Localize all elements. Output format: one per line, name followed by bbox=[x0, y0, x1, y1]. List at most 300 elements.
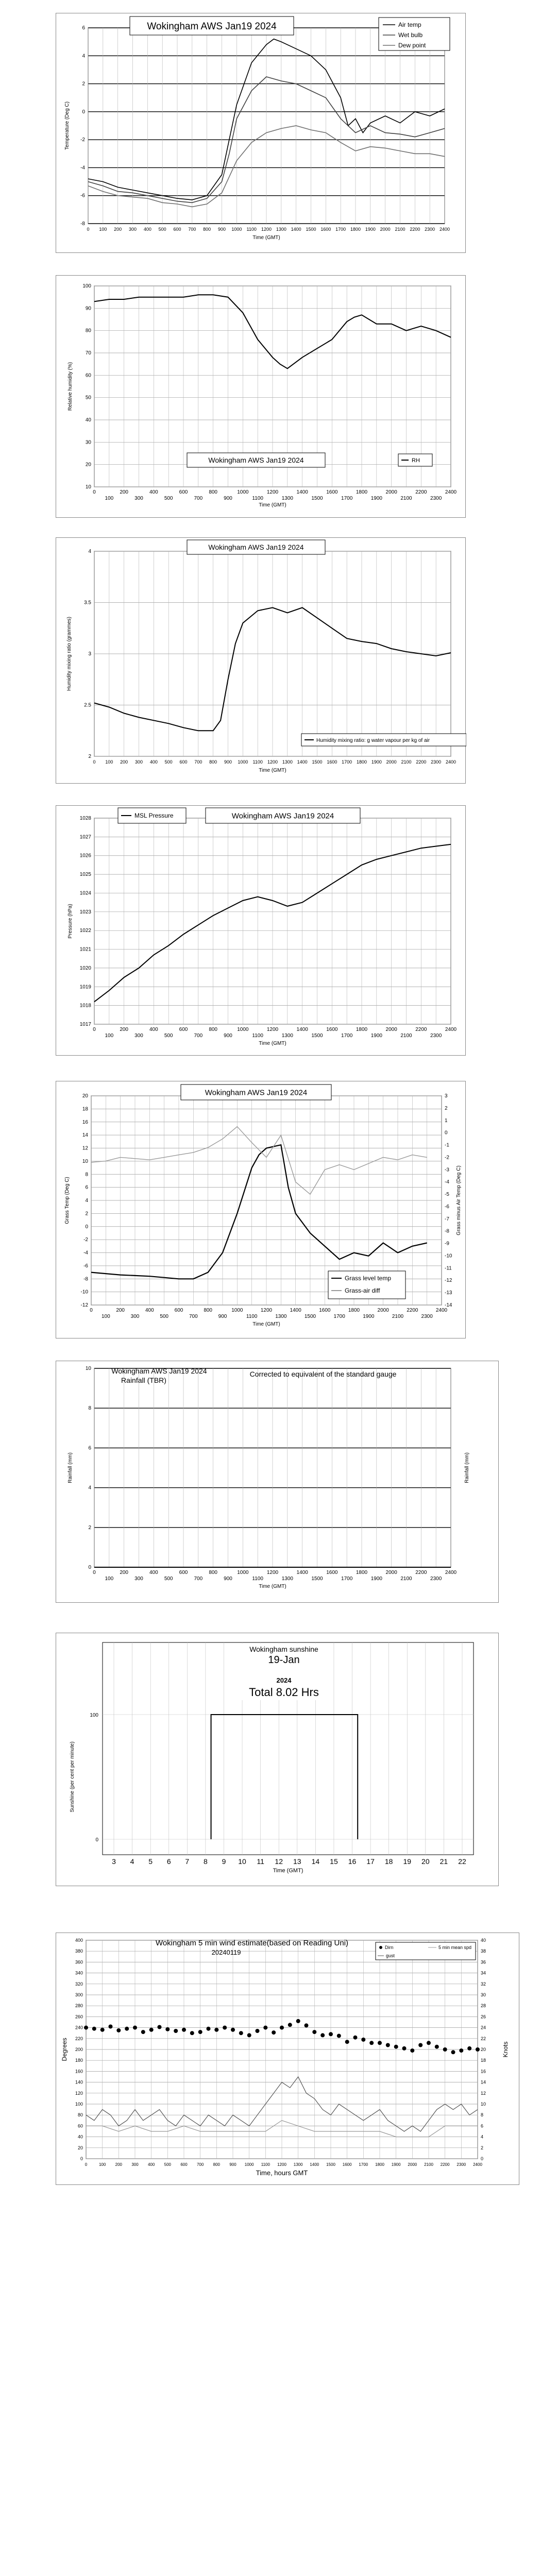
y2-tick-label: -9 bbox=[445, 1241, 449, 1247]
chart-panel-pressure bbox=[56, 805, 466, 1056]
wind-direction-point bbox=[165, 2027, 170, 2031]
x-tick-label: 2200 bbox=[410, 227, 420, 232]
chart-panel-sunshine bbox=[56, 1633, 499, 1886]
y2-tick-label: -12 bbox=[445, 1278, 452, 1284]
x-tick-label: 600 bbox=[179, 759, 188, 765]
x-tick-label: 12 bbox=[275, 1857, 283, 1866]
y2-axis-title: Rainfall (mm) bbox=[464, 1452, 470, 1483]
y2-tick-label: -7 bbox=[445, 1216, 449, 1222]
y2-tick-label: -2 bbox=[445, 1155, 449, 1161]
x-tick-label: 800 bbox=[209, 759, 217, 765]
wind-direction-point bbox=[116, 2028, 121, 2032]
x-tick-label: 15 bbox=[330, 1857, 338, 1866]
y-tick-label: 8 bbox=[85, 1172, 88, 1178]
wind-direction-point bbox=[353, 2036, 358, 2040]
legend-label: 5 min mean spd bbox=[438, 1945, 472, 1950]
wind-direction-point bbox=[394, 2045, 398, 2049]
x-tick-label: 800 bbox=[213, 2162, 221, 2167]
x-tick-label: 700 bbox=[194, 759, 202, 765]
y-tick-label: 8 bbox=[88, 1405, 91, 1412]
x-tick-label: 100 bbox=[105, 1576, 114, 1582]
y-tick-label: 140 bbox=[75, 2079, 83, 2085]
y2-tick-label: 14 bbox=[481, 2079, 486, 2085]
x-axis-title: Time (GMT) bbox=[259, 1584, 286, 1589]
y-tick-label: 0 bbox=[88, 1565, 91, 1570]
x-tick-label: 2300 bbox=[425, 227, 435, 232]
x-tick-label: 1800 bbox=[356, 489, 368, 495]
chart-panel-humidity bbox=[56, 275, 466, 518]
x-tick-label: 1300 bbox=[281, 496, 293, 501]
x-tick-label: 2300 bbox=[430, 496, 442, 501]
x-tick-label: 2400 bbox=[435, 1308, 448, 1313]
x-tick-label: 400 bbox=[147, 2162, 155, 2167]
y-tick-label: 0 bbox=[80, 2156, 83, 2161]
x-axis-title: Time (GMT) bbox=[252, 1321, 280, 1327]
y-tick-label: 6 bbox=[85, 1184, 88, 1191]
y-tick-label: 160 bbox=[75, 2069, 83, 2074]
y-tick-label: -4 bbox=[83, 1250, 88, 1256]
y-axis-title: Pressure (hPa) bbox=[67, 904, 73, 939]
x-tick-label: 900 bbox=[224, 1033, 232, 1039]
rainfall-chart bbox=[56, 1361, 499, 1603]
x-tick-label: 2000 bbox=[408, 2162, 417, 2167]
y2-tick-label: -1 bbox=[445, 1142, 449, 1148]
wind-direction-point bbox=[158, 2025, 162, 2029]
x-tick-label: 1900 bbox=[391, 2162, 401, 2167]
y2-tick-label: -8 bbox=[445, 1228, 449, 1234]
y2-tick-label: 18 bbox=[481, 2058, 486, 2063]
chart-panel-grass bbox=[56, 1081, 466, 1338]
x-tick-label: 1600 bbox=[326, 489, 338, 495]
chart-subtitle: Rainfall (TBR) bbox=[121, 1376, 166, 1384]
x-tick-label: 100 bbox=[101, 1314, 110, 1319]
x-tick-label: 1400 bbox=[291, 227, 301, 232]
wind-direction-point bbox=[280, 2026, 284, 2030]
x-tick-label: 18 bbox=[384, 1857, 393, 1866]
humidity-chart bbox=[56, 276, 466, 518]
chart-title: Wokingham AWS Jan19 2024 bbox=[111, 1367, 207, 1375]
x-tick-label: 1200 bbox=[266, 1027, 279, 1032]
chart-title: Wokingham AWS Jan19 2024 bbox=[208, 456, 304, 465]
x-tick-label: 1600 bbox=[326, 1570, 338, 1575]
y2-tick-label: -10 bbox=[445, 1253, 452, 1259]
chart-date: 19-Jan bbox=[268, 1654, 300, 1666]
y-tick-label: 2.5 bbox=[84, 702, 91, 708]
x-tick-label: 1300 bbox=[276, 227, 286, 232]
wind-direction-point bbox=[305, 2023, 309, 2027]
y-tick-label: 1025 bbox=[79, 872, 91, 878]
wind-direction-point bbox=[312, 2030, 316, 2034]
x-tick-label: 0 bbox=[84, 2162, 88, 2167]
y2-tick-label: 36 bbox=[481, 1959, 486, 1965]
x-tick-label: 1000 bbox=[237, 1027, 249, 1032]
chart-panel-rainfall bbox=[56, 1361, 499, 1603]
y-tick-label: 6 bbox=[82, 25, 85, 31]
y2-tick-label: -11 bbox=[445, 1265, 452, 1272]
legend-label: Dirn bbox=[385, 1945, 394, 1950]
y2-tick-label: 6 bbox=[481, 2123, 484, 2129]
wind-direction-point bbox=[378, 2041, 382, 2045]
y-tick-label: 20 bbox=[82, 1093, 88, 1099]
y-tick-label: 80 bbox=[85, 328, 91, 334]
wind-direction-point bbox=[256, 2029, 260, 2033]
x-tick-label: 2100 bbox=[400, 1576, 412, 1582]
sunshine-chart bbox=[56, 1633, 499, 1887]
wind-direction-point bbox=[418, 2043, 422, 2047]
wind-direction-point bbox=[329, 2032, 333, 2036]
y-tick-label: 260 bbox=[75, 2014, 83, 2020]
wind-direction-point bbox=[272, 2030, 276, 2035]
x-tick-label: 1500 bbox=[306, 227, 316, 232]
wind-direction-point bbox=[427, 2041, 431, 2045]
x-tick-label: 6 bbox=[166, 1857, 171, 1866]
wind-direction-point bbox=[402, 2046, 407, 2050]
x-tick-label: 700 bbox=[194, 1033, 203, 1039]
wind-direction-point bbox=[141, 2030, 145, 2034]
x-axis-title: Time (GMT) bbox=[259, 768, 286, 773]
y-tick-label: 240 bbox=[75, 2025, 83, 2030]
x-tick-label: 1600 bbox=[319, 1308, 331, 1313]
x-tick-label: 700 bbox=[188, 227, 196, 232]
x-tick-label: 1700 bbox=[341, 1576, 353, 1582]
x-tick-label: 400 bbox=[145, 1308, 154, 1313]
y2-tick-label: 3 bbox=[445, 1093, 448, 1099]
chart-total: Total 8.02 Hrs bbox=[249, 1686, 319, 1699]
y-axis-title: Relative humidity (%) bbox=[67, 362, 73, 411]
wind-direction-point bbox=[239, 2031, 243, 2035]
x-tick-label: 19 bbox=[403, 1857, 412, 1866]
x-tick-label: 100 bbox=[105, 496, 114, 501]
y-tick-label: 4 bbox=[85, 1198, 88, 1204]
x-tick-label: 1500 bbox=[312, 759, 323, 765]
x-tick-label: 1700 bbox=[341, 1033, 353, 1039]
y-tick-label: 1027 bbox=[79, 834, 91, 840]
x-tick-label: 2300 bbox=[430, 1576, 442, 1582]
x-tick-label: 800 bbox=[209, 1027, 218, 1032]
x-tick-label: 1700 bbox=[333, 1314, 345, 1319]
x-tick-label: 1100 bbox=[252, 496, 263, 501]
x-tick-label: 200 bbox=[120, 1027, 129, 1032]
x-tick-label: 400 bbox=[149, 489, 158, 495]
chart-panel-wind bbox=[56, 1933, 519, 2185]
y2-tick-label: 40 bbox=[481, 1938, 486, 1943]
wind-direction-point bbox=[174, 2029, 178, 2033]
y2-tick-label: -5 bbox=[445, 1192, 449, 1198]
y-tick-label: 180 bbox=[75, 2058, 83, 2063]
x-tick-label: 600 bbox=[179, 1027, 188, 1032]
x-tick-label: 900 bbox=[218, 1314, 227, 1319]
wind-direction-point bbox=[467, 2046, 471, 2050]
y-tick-label: -6 bbox=[80, 193, 85, 199]
wind-direction-point bbox=[435, 2045, 439, 2049]
x-tick-label: 600 bbox=[174, 1308, 183, 1313]
y-tick-label: 10 bbox=[85, 484, 91, 490]
y-tick-label: 80 bbox=[77, 2112, 83, 2118]
x-tick-label: 1700 bbox=[359, 2162, 368, 2167]
x-tick-label: 700 bbox=[189, 1314, 198, 1319]
x-tick-label: 200 bbox=[114, 227, 122, 232]
y-tick-label: 200 bbox=[75, 2047, 83, 2052]
x-tick-label: 300 bbox=[131, 2162, 139, 2167]
x-tick-label: 2100 bbox=[400, 496, 412, 501]
y2-tick-label: 30 bbox=[481, 1992, 486, 1997]
x-tick-label: 2200 bbox=[407, 1308, 418, 1313]
x-tick-label: 900 bbox=[229, 2162, 236, 2167]
y2-tick-label: 26 bbox=[481, 2014, 486, 2020]
x-tick-label: 900 bbox=[217, 227, 226, 232]
y-tick-label: 40 bbox=[77, 2134, 83, 2140]
x-tick-label: 3 bbox=[112, 1857, 116, 1866]
y-axis-title: Degrees bbox=[61, 2038, 68, 2061]
x-tick-label: 1900 bbox=[370, 1576, 382, 1582]
y-tick-label: 1028 bbox=[79, 816, 91, 821]
x-tick-label: 2200 bbox=[416, 759, 427, 765]
x-tick-label: 1100 bbox=[261, 2162, 270, 2167]
x-tick-label: 500 bbox=[164, 2162, 172, 2167]
y2-tick-label: 22 bbox=[481, 2036, 486, 2041]
x-tick-label: 2400 bbox=[445, 489, 457, 495]
x-tick-label: 1000 bbox=[237, 1570, 249, 1575]
y-tick-label: -8 bbox=[80, 221, 85, 227]
x-tick-label: 1500 bbox=[326, 2162, 335, 2167]
y-tick-label: 340 bbox=[75, 1970, 83, 1976]
y-tick-label: 90 bbox=[85, 306, 91, 312]
x-tick-label: 9 bbox=[222, 1857, 226, 1866]
mixing-ratio-chart bbox=[56, 538, 466, 784]
x-tick-label: 100 bbox=[99, 227, 107, 232]
x-tick-label: 0 bbox=[93, 1570, 96, 1575]
x-tick-label: 1100 bbox=[246, 227, 257, 232]
y-tick-label: 380 bbox=[75, 1948, 83, 1954]
chart-title: Wokingham AWS Jan19 2024 bbox=[208, 543, 304, 552]
x-tick-label: 0 bbox=[93, 489, 96, 495]
x-tick-label: 2000 bbox=[385, 489, 397, 495]
x-axis-title: Time (GMT) bbox=[273, 1868, 303, 1874]
x-tick-label: 2100 bbox=[400, 1033, 412, 1039]
x-tick-label: 1500 bbox=[311, 1033, 323, 1039]
x-axis-title: Time (GMT) bbox=[259, 1041, 286, 1046]
x-tick-label: 300 bbox=[134, 496, 143, 501]
wind-direction-point bbox=[207, 2027, 211, 2031]
x-tick-label: 1100 bbox=[252, 1576, 263, 1582]
y-axis-title: Humidity mixing ratio (grammes) bbox=[66, 617, 72, 691]
x-tick-label: 300 bbox=[130, 1314, 140, 1319]
x-tick-label: 2200 bbox=[415, 1570, 427, 1575]
y2-tick-label: 1 bbox=[445, 1117, 448, 1124]
x-tick-label: 2100 bbox=[401, 759, 412, 765]
x-tick-label: 900 bbox=[224, 496, 232, 501]
y2-tick-label: 0 bbox=[445, 1130, 448, 1136]
pressure-chart bbox=[56, 806, 466, 1056]
legend-label: Grass-air diff bbox=[345, 1287, 380, 1294]
y-axis-title: Temperature (Deg C) bbox=[64, 101, 70, 150]
y-tick-label: 2 bbox=[85, 1211, 88, 1217]
x-tick-label: 1600 bbox=[320, 227, 331, 232]
x-tick-label: 7 bbox=[185, 1857, 190, 1866]
x-tick-label: 1200 bbox=[260, 1308, 273, 1313]
y-tick-label: 60 bbox=[85, 372, 91, 379]
x-tick-label: 1300 bbox=[282, 759, 293, 765]
x-tick-label: 1400 bbox=[290, 1308, 301, 1313]
x-tick-label: 2300 bbox=[430, 1033, 442, 1039]
chart-panel-temperature bbox=[56, 13, 466, 253]
x-tick-label: 1300 bbox=[281, 1033, 293, 1039]
wind-direction-point bbox=[100, 2028, 105, 2032]
x-tick-label: 300 bbox=[134, 1576, 143, 1582]
x-tick-label: 1300 bbox=[281, 1576, 293, 1582]
y-tick-label: 1024 bbox=[79, 890, 91, 896]
x-tick-label: 22 bbox=[458, 1857, 466, 1866]
x-tick-label: 10 bbox=[238, 1857, 246, 1866]
x-tick-label: 1600 bbox=[342, 2162, 352, 2167]
x-tick-label: 700 bbox=[194, 1576, 203, 1582]
y-tick-label: 3 bbox=[88, 651, 91, 657]
y2-axis-title: Grass minus Air Temp (Deg C) bbox=[456, 1165, 462, 1235]
x-tick-label: 1000 bbox=[231, 227, 242, 232]
y-tick-label: 300 bbox=[75, 1992, 83, 1997]
chart-subtitle: 20240119 bbox=[211, 1948, 241, 1956]
y2-tick-label: 2 bbox=[481, 2145, 484, 2150]
y-tick-label: -12 bbox=[80, 1302, 88, 1308]
x-tick-label: 2200 bbox=[415, 489, 427, 495]
y2-tick-label: 20 bbox=[481, 2047, 486, 2052]
wind-direction-point bbox=[386, 2043, 390, 2047]
y-tick-label: 6 bbox=[88, 1445, 91, 1451]
x-tick-label: 800 bbox=[209, 489, 218, 495]
legend-label: Air temp bbox=[398, 21, 421, 28]
x-tick-label: 200 bbox=[120, 1570, 129, 1575]
y-tick-label: 100 bbox=[75, 2102, 83, 2107]
y2-tick-label: -4 bbox=[445, 1179, 449, 1185]
chart-title: Wokingham AWS Jan19 2024 bbox=[205, 1088, 308, 1097]
wind-direction-point bbox=[361, 2038, 365, 2042]
x-tick-label: 2400 bbox=[439, 227, 450, 232]
legend-label: RH bbox=[412, 457, 420, 464]
x-tick-label: 1200 bbox=[267, 759, 278, 765]
wind-direction-point bbox=[182, 2028, 186, 2032]
y-tick-label: 10 bbox=[85, 1366, 91, 1371]
wind-direction-point bbox=[92, 2027, 96, 2031]
y2-axis-title: Knots bbox=[502, 2041, 509, 2058]
x-tick-label: 800 bbox=[203, 227, 211, 232]
x-tick-label: 0 bbox=[87, 227, 90, 232]
y-tick-label: -6 bbox=[83, 1263, 88, 1269]
wind-direction-point bbox=[133, 2026, 137, 2030]
y-tick-label: 4 bbox=[88, 1485, 91, 1491]
y-tick-label: 20 bbox=[85, 462, 91, 468]
wind-direction-point bbox=[223, 2026, 227, 2030]
x-tick-label: 17 bbox=[366, 1857, 375, 1866]
x-tick-label: 0 bbox=[90, 1308, 93, 1313]
x-tick-label: 1000 bbox=[237, 489, 249, 495]
x-tick-label: 1900 bbox=[365, 227, 376, 232]
wind-chart bbox=[56, 1933, 520, 2185]
chart-title: Wokingham AWS Jan19 2024 bbox=[231, 811, 334, 821]
y-tick-label: 50 bbox=[85, 395, 91, 401]
x-tick-label: 500 bbox=[158, 227, 166, 232]
x-tick-label: 2400 bbox=[445, 1570, 457, 1575]
y-tick-label: 320 bbox=[75, 1981, 83, 1987]
x-tick-label: 600 bbox=[179, 1570, 188, 1575]
chart-title: Wokingham sunshine bbox=[249, 1645, 318, 1653]
x-tick-label: 500 bbox=[164, 759, 173, 765]
x-tick-label: 100 bbox=[98, 2162, 106, 2167]
y-tick-label: 4 bbox=[82, 53, 85, 59]
x-tick-label: 1700 bbox=[335, 227, 346, 232]
y-tick-label: 30 bbox=[85, 439, 91, 446]
wind-direction-point bbox=[296, 2019, 300, 2023]
x-tick-label: 1800 bbox=[348, 1308, 360, 1313]
wind-direction-point bbox=[84, 2026, 88, 2030]
x-tick-label: 700 bbox=[196, 2162, 204, 2167]
legend-label: gust bbox=[386, 1953, 395, 1958]
x-tick-label: 14 bbox=[311, 1857, 320, 1866]
x-tick-label: 1800 bbox=[375, 2162, 384, 2167]
x-tick-label: 0 bbox=[93, 1027, 96, 1032]
y2-tick-label: 16 bbox=[481, 2069, 486, 2074]
x-tick-label: 1000 bbox=[238, 759, 248, 765]
y-tick-label: 16 bbox=[82, 1119, 88, 1125]
x-tick-label: 1600 bbox=[327, 759, 337, 765]
y2-tick-label: -14 bbox=[445, 1302, 452, 1308]
legend-label: Wet bulb bbox=[398, 31, 423, 39]
wind-direction-point bbox=[410, 2048, 414, 2053]
x-tick-label: 2300 bbox=[421, 1314, 433, 1319]
grass-temperature-chart bbox=[56, 1081, 466, 1339]
y-tick-label: 10 bbox=[82, 1158, 88, 1164]
x-tick-label: 200 bbox=[115, 2162, 123, 2167]
y-tick-label: -2 bbox=[80, 137, 85, 143]
x-tick-label: 1000 bbox=[244, 2162, 254, 2167]
wind-direction-point bbox=[320, 2033, 325, 2037]
chart-panel-mixing-ratio bbox=[56, 537, 466, 784]
x-tick-label: 2200 bbox=[440, 2162, 450, 2167]
y-tick-label: 1018 bbox=[79, 1003, 91, 1009]
x-tick-label: 2100 bbox=[392, 1314, 404, 1319]
x-tick-label: 1900 bbox=[363, 1314, 375, 1319]
x-tick-label: 1200 bbox=[266, 489, 279, 495]
x-tick-label: 700 bbox=[194, 496, 203, 501]
y2-tick-label: 24 bbox=[481, 2025, 486, 2030]
legend-label: Humidity mixing ratio: g water vapour per kg of air bbox=[316, 738, 430, 743]
temperature-chart bbox=[56, 13, 466, 253]
y-tick-label: 1017 bbox=[79, 1022, 91, 1027]
x-tick-label: 1200 bbox=[277, 2162, 286, 2167]
x-tick-label: 1300 bbox=[293, 2162, 303, 2167]
x-tick-label: 2300 bbox=[431, 759, 442, 765]
chart-note: Corrected to equivalent of the standard gauge bbox=[249, 1370, 397, 1378]
y2-tick-label: 34 bbox=[481, 1970, 486, 1976]
y-tick-label: 0 bbox=[82, 109, 85, 115]
x-tick-label: 1700 bbox=[341, 496, 353, 501]
x-axis-title: Time, hours GMT bbox=[256, 2169, 308, 2177]
y2-tick-label: 28 bbox=[481, 2003, 486, 2009]
x-tick-label: 2400 bbox=[445, 759, 457, 765]
y-tick-label: 100 bbox=[90, 1713, 98, 1718]
y2-tick-label: -6 bbox=[445, 1204, 449, 1210]
x-tick-label: 2000 bbox=[380, 227, 391, 232]
x-tick-label: 4 bbox=[130, 1857, 134, 1866]
x-tick-label: 1500 bbox=[311, 496, 323, 501]
x-tick-label: 1400 bbox=[296, 1027, 308, 1032]
y-tick-label: 1022 bbox=[79, 928, 91, 934]
x-tick-label: 300 bbox=[134, 1033, 143, 1039]
y2-tick-label: 2 bbox=[445, 1105, 448, 1111]
y-tick-label: 18 bbox=[82, 1106, 88, 1112]
y2-tick-label: -3 bbox=[445, 1167, 449, 1173]
x-tick-label: 1800 bbox=[350, 227, 361, 232]
y-tick-label: 360 bbox=[75, 1959, 83, 1965]
